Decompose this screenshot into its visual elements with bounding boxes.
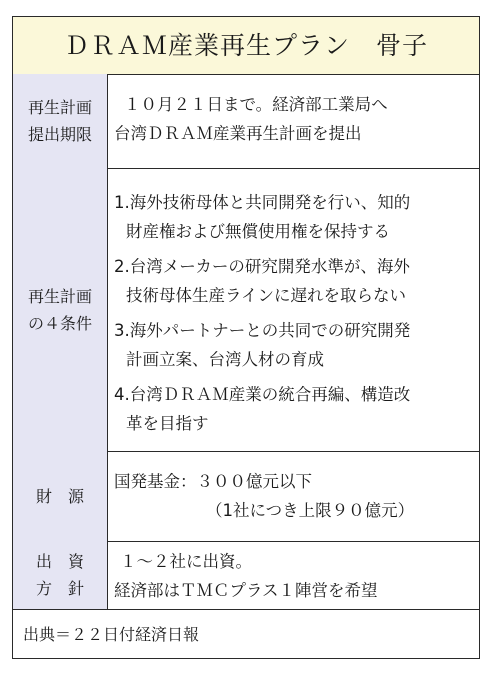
condition-item xyxy=(114,188,473,246)
condition-item xyxy=(114,252,473,310)
row-deadline xyxy=(13,74,479,169)
condition-item xyxy=(114,316,473,374)
row-label-funding xyxy=(13,451,108,541)
row-label-conditions xyxy=(13,168,108,451)
row-investment-policy xyxy=(13,541,479,610)
condition-text-cont: 革を目指す xyxy=(126,414,209,433)
label-line: 提出期限 xyxy=(27,125,92,144)
label-line: 方 針 xyxy=(35,579,84,598)
condition-number: 1. xyxy=(114,193,130,212)
label-line: 財 源 xyxy=(35,486,84,506)
condition-text-cont: 計画立案、台湾人材の育成 xyxy=(126,350,324,369)
table-title: ＤＲＡＭ産業再生プラン 骨子 xyxy=(13,17,479,75)
row-label-investment xyxy=(13,541,108,609)
condition-number: 2. xyxy=(114,257,130,276)
content-line: 経済部はＴＭＣプラス１陣営を希望 xyxy=(114,581,378,600)
row-content-funding xyxy=(114,467,473,525)
content-line: １０月２１日まで。経済部工業局へ xyxy=(124,95,388,114)
condition-text: 台湾メーカーの研究開発水準が、海外 xyxy=(129,257,410,276)
condition-text-cont: 財産権および無償使用権を保持する xyxy=(126,222,390,241)
label-line: 再生計画 xyxy=(27,286,92,306)
condition-text: 海外パートナーとの共同での研究開発 xyxy=(129,321,411,340)
plan-summary-table xyxy=(12,16,480,659)
label-line: 再生計画 xyxy=(27,98,92,117)
content-line: 台湾ＤＲＡＭ産業再生計画を提出 xyxy=(114,124,362,143)
row-label-deadline xyxy=(13,74,108,168)
condition-text: 海外技術母体と共同開発を行い、知的 xyxy=(129,193,411,212)
content-line: １～２社に出資。 xyxy=(120,552,252,571)
row-source xyxy=(13,609,479,659)
conditions-list xyxy=(114,188,473,438)
source-note: 出典＝２２日付経済日報 xyxy=(23,625,200,644)
row-content-investment xyxy=(114,547,473,605)
content-line: 国発基金：３００億元以下 xyxy=(114,472,312,491)
condition-item xyxy=(114,380,473,438)
condition-number: 3. xyxy=(114,321,130,340)
condition-text: 台湾ＤＲＡＭ産業の統合再編、構造改 xyxy=(129,385,411,404)
content-line: （1社につき上限９０億元） xyxy=(206,501,415,520)
row-conditions xyxy=(13,168,479,452)
label-line: の４条件 xyxy=(27,313,92,333)
label-line: 出 資 xyxy=(35,552,84,571)
condition-text-cont: 技術母体生産ラインに遅れを取らない xyxy=(126,286,407,305)
row-funding xyxy=(13,451,479,542)
condition-number: 4. xyxy=(114,385,130,404)
row-content-deadline xyxy=(114,90,473,148)
